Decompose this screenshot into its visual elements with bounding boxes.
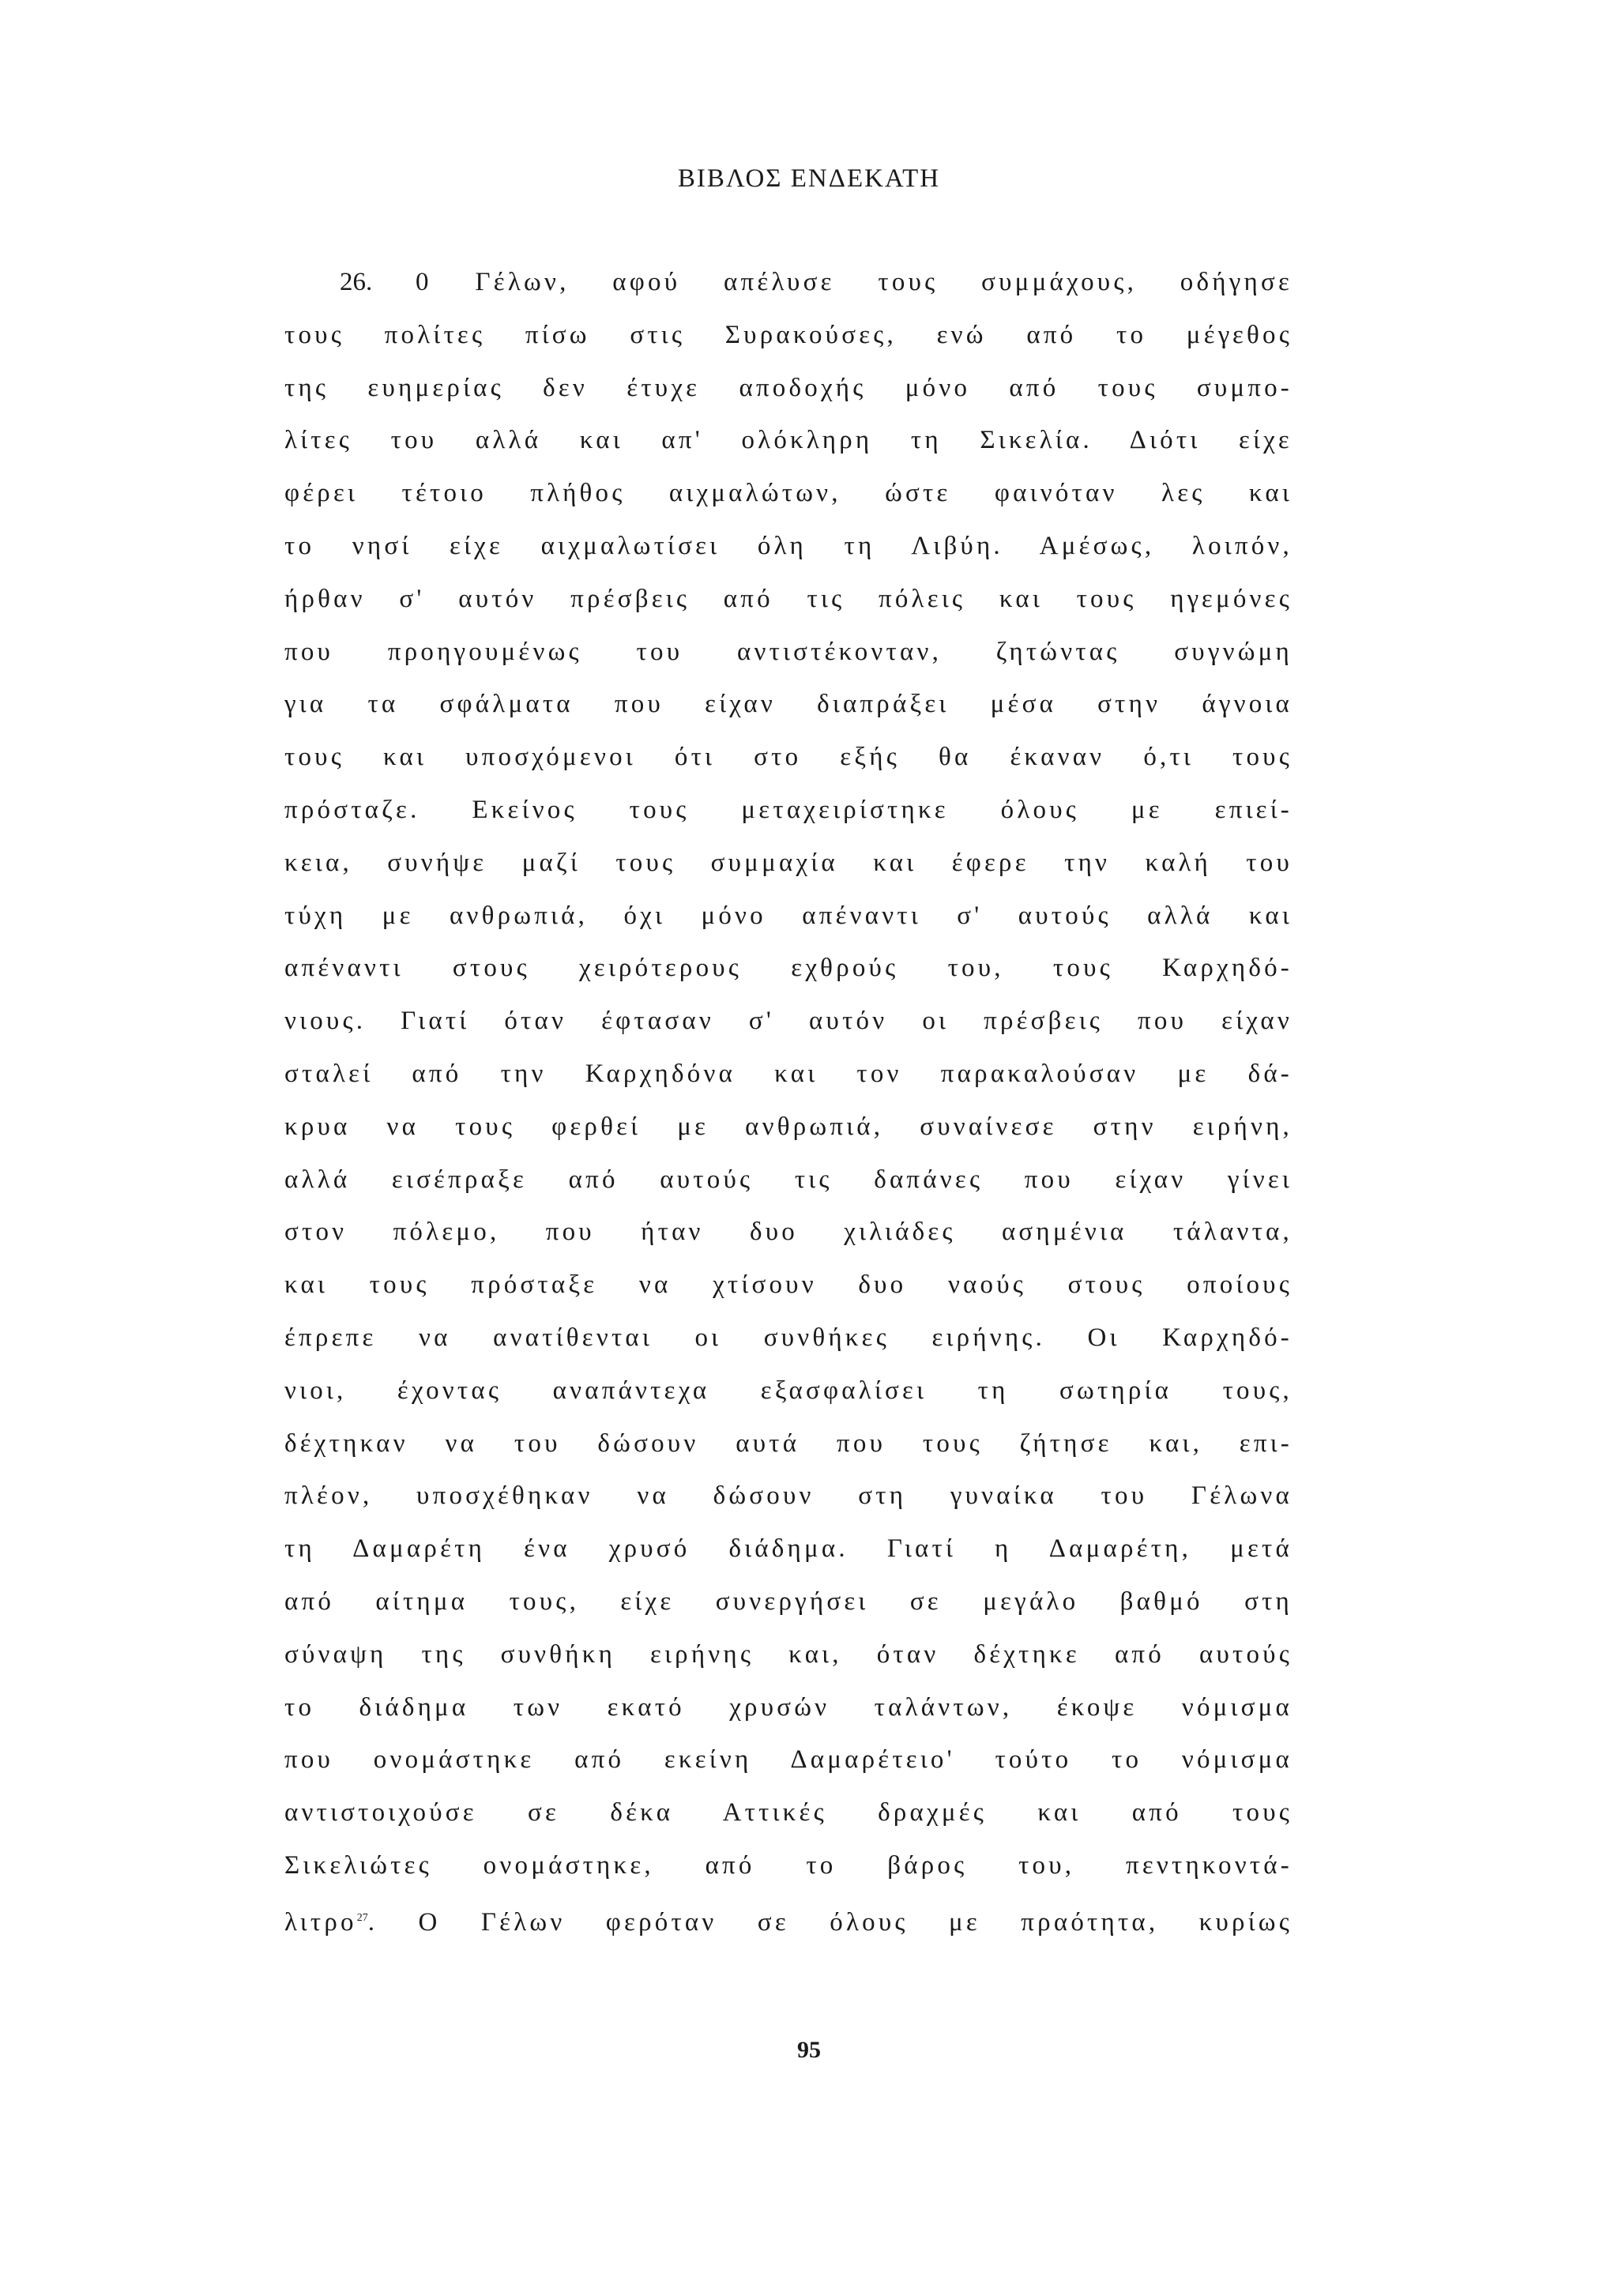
text-line: για τα σφάλματα που είχαν διαπράξει μέσα στην άγνοια: [284, 690, 1293, 719]
text-line: στον πόλεμο, που ήταν δυο χιλιάδες ασημένια τάλαντα,: [284, 1218, 1293, 1247]
text-line-last: [284, 1892, 1293, 1945]
text-line: που ονομάστηκε από εκείνη Δαμαρέτειο' τούτο το νόμισμα: [284, 1745, 1293, 1775]
text-line: της ευημερίας δεν έτυχε αποδοχής μόνο από τους συμπο-: [284, 373, 1293, 402]
text-line: ήρθαν σ' αυτόν πρέσβεις από τις πόλεις και τους ηγεμόνες: [284, 584, 1293, 613]
text-line: από αίτημα τους, είχε συνεργήσει σε μεγάλο βαθμό στη: [284, 1586, 1293, 1616]
last-line-start: λιτρο: [284, 1907, 357, 1937]
page-number: 95: [797, 2037, 821, 2063]
text-line: τους πολίτες πίσω στις Συρακούσες, ενώ από το μέγεθος: [284, 320, 1293, 349]
text-line: που προηγουμένως του αντιστέκονταν, ζητώντας συγνώμη: [284, 637, 1293, 666]
text-line: τη Δαμαρέτη ένα χρυσό διάδημα. Γιατί η Δαμαρέτη, μετά: [284, 1534, 1293, 1564]
text-line: Σικελιώτες ονομάστηκε, από το βάρος του, πεντηκοντά-: [284, 1850, 1293, 1880]
last-line-end: . Ο Γέλων φερόταν σε όλους με πραότητα, κυρίως: [367, 1907, 1293, 1937]
paragraph-number: 26.: [340, 268, 373, 296]
text-line: τους και υποσχόμενοι ότι στο εξής θα έκαναν ό,τι τους: [284, 743, 1293, 772]
text-line: σύναψη της συνθήκη ειρήνης και, όταν δέχτηκε από αυτούς: [284, 1639, 1293, 1669]
first-line-text: 0 Γέλων, αφού απέλυσε τους συμμάχους, οδήγησε: [416, 268, 1293, 296]
text-line: έπρεπε να ανατίθενται οι συνθήκες ειρήνης. Οι Καρχηδό-: [284, 1323, 1293, 1352]
text-line: το νησί είχε αιχμαλωτίσει όλη τη Λιβύη. Αμέσως, λοιπόν,: [284, 531, 1293, 560]
text-line: νιους. Γιατί όταν έφτασαν σ' αυτόν οι πρέσβεις που είχαν: [284, 1007, 1293, 1036]
text-line: κρυα να τους φερθεί με ανθρωπιά, συναίνεσε στην ειρήνη,: [284, 1112, 1293, 1141]
text-line: απέναντι στους χειρότερους εχθρούς του, τους Καρχηδό-: [284, 954, 1293, 983]
text-line: φέρει τέτοιο πλήθος αιχμαλώτων, ώστε φαινόταν λες και: [284, 479, 1293, 508]
text-line: νιοι, έχοντας αναπάντεχα εξασφαλίσει τη σωτηρία τους,: [284, 1376, 1293, 1405]
text-line: και τους πρόσταξε να χτίσουν δυο ναούς στους οποίους: [284, 1270, 1293, 1300]
text-line: αντιστοιχούσε σε δέκα Αττικές δραχμές και από τους: [284, 1798, 1293, 1827]
text-line: κεια, συνήψε μαζί τους συμμαχία και έφερε την καλή του: [284, 848, 1293, 877]
text-line-first: [284, 256, 1293, 309]
text-line: σταλεί από την Καρχηδόνα και τον παρακαλούσαν με δά-: [284, 1059, 1293, 1088]
text-line: λίτες του αλλά και απ' ολόκληρη τη Σικελία. Διότι είχε: [284, 426, 1293, 455]
running-head: ΒΙΒΛΟΣ ΕΝΔΕΚΑΤΗ: [677, 164, 941, 193]
text-line: δέχτηκαν να του δώσουν αυτά που τους ζήτησε και, επι-: [284, 1428, 1293, 1458]
text-line: τύχη με ανθρωπιά, όχι μόνο απέναντι σ' αυτούς αλλά και: [284, 901, 1293, 930]
text-line: πλέον, υποσχέθηκαν να δώσουν στη γυναίκα του Γέλωνα: [284, 1481, 1293, 1511]
text-line: πρόσταζε. Εκείνος τους μεταχειρίστηκε όλους με επιεί-: [284, 795, 1293, 824]
text-line: το διάδημα των εκατό χρυσών ταλάντων, έκοψε νόμισμα: [284, 1692, 1293, 1722]
body-text: [284, 256, 1293, 1945]
text-line: αλλά εισέπραξε από αυτούς τις δαπάνες που είχαν γίνει: [284, 1165, 1293, 1194]
footnote-reference: 27: [356, 1911, 368, 1924]
